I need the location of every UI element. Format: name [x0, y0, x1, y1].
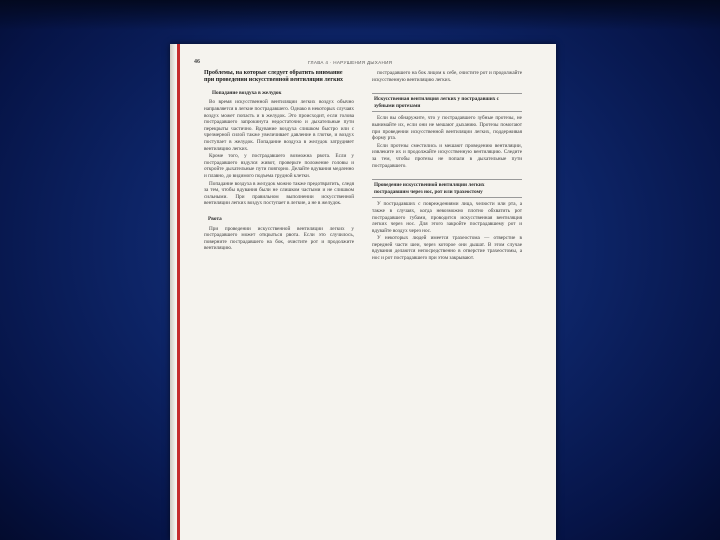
red-margin-rule — [177, 44, 180, 540]
section-heading: Проведение искусственной вентиляции легких пострадавшим через нос, рот или трахеостому — [372, 179, 522, 198]
left-column — [204, 70, 354, 253]
section-heading: Рвота — [208, 215, 222, 222]
body-paragraph: Попадание воздуха в желудок можно также предотвратить, следя за тем, чтобы вдувания были не слишком частыми и не слишком сильными. При правильном выполнении искусственной вентиляции легких воздух поступает в легкие, а не в желудок. — [204, 180, 354, 207]
slide-top-shadow — [0, 0, 720, 30]
section-heading: Попадание воздуха в желудок — [212, 89, 282, 96]
section-heading: Искусственная вентиляция легких у пострадавших с зубными протезами — [372, 93, 522, 112]
page-binding-shadow — [170, 44, 176, 540]
right-column — [372, 70, 522, 263]
chapter-section-title: Проблемы, на которые следует обратить внимание при проведении искусственной вентиляции легких — [204, 70, 344, 84]
running-head: ГЛАВА 4 · НАРУШЕНИЯ ДЫХАНИЯ — [308, 60, 393, 65]
scanned-book-page — [170, 44, 556, 540]
body-paragraph: Во время искусственной вентиляции легких воздух обычно направляется в легкие пострадавшего. Однако в некоторых случаях воздух может попасть и в желудок. Это происходит, если голова пострадавшего запрокинута недостаточно и дыхательные пути перекрыты частично. Вдувание воздуха слишком быстро или с чрезмерной силой также увеличивает давление в глотке, и воздух поступает в желудок. Попадание воздуха в желудок затрудняет вентиляцию легких. — [204, 99, 354, 152]
body-paragraph: У некоторых людей имеется трахеостома — отверстие в передней части шеи, через которое они дышат. В этом случае вдувания делаются непосредственно в отверстие трахеостомы, а нос и рот пострадавшего при этом закрывают. — [372, 235, 522, 262]
body-paragraph: Если протезы сместились и мешают проведению вентиляции, извлеките их и продолжайте искусственную вентиляцию. Следите за тем, чтобы протезы не попали в дыхательные пути пострадавшего. — [372, 142, 522, 169]
body-paragraph: У пострадавших с повреждениями лица, челюсти или рта, а также в случаях, когда невозможно плотно обхватить рот пострадавшего губами, проводится искусственная вентиляция легких через нос. Для этого закройте пострадавшему рот и вдувайте воздух через нос. — [372, 201, 522, 234]
body-paragraph: При проведении искусственной вентиляции легких у пострадавшего может открыться рвота. Если это случилось, поверните пострадавшего на бок, очистите рот и продолжите вентиляцию. — [204, 225, 354, 252]
body-paragraph: пострадавшего на бок лицом к себе, очистите рот и продолжайте искусственную вентиляцию легких. — [372, 70, 522, 83]
body-paragraph: Если вы обнаружите, что у пострадавшего зубные протезы, не вынимайте их, если они не мешают дыханию. Протезы помогают при проведении искусственной вентиляции легких, поддерживая форму рта. — [372, 115, 522, 142]
body-paragraph: Кроме того, у пострадавшего возможна рвота. Если у пострадавшего вздулся живот, проверьте положение головы и откройте дыхательные пути повторно. Делайте вдувания медленно и плавно, до видимого подъема грудной клетки. — [204, 153, 354, 179]
page-number: 46 — [194, 59, 200, 65]
